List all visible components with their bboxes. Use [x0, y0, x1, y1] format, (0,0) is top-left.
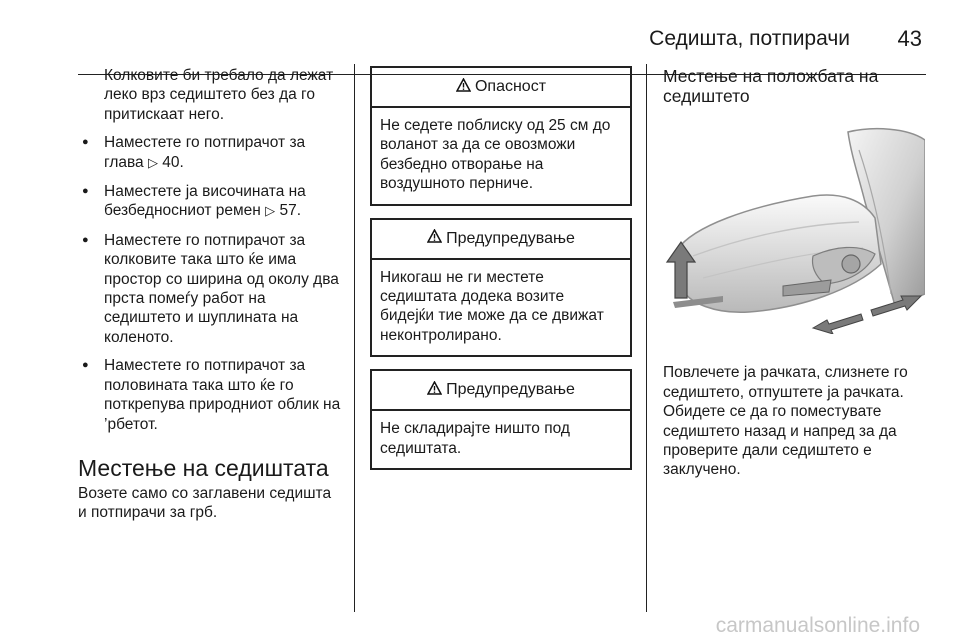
subsection-heading: Местење на положбата на седиштето: [663, 66, 879, 106]
warning-box: [370, 369, 632, 470]
danger-box-title: Опасност: [474, 78, 547, 95]
seat-adjustment-illustration: [663, 126, 925, 334]
arrow-right-icon: ▷: [147, 155, 158, 171]
list-item: [78, 133, 344, 173]
warning-box-title: Предупредување: [446, 381, 575, 399]
list-item-text: Наместете ја височината на безбедносниот ремен: [104, 183, 306, 220]
left-column: [78, 66, 344, 523]
warning-triangle-icon: [456, 78, 471, 97]
warning-box-header: [372, 371, 630, 411]
danger-box-text: Не седете поблиску од 25 см до воланот за да се овозможи безбедно отворање на воздушното перниче.: [380, 117, 611, 193]
continuation-text: Колковите би требало да лежат леко врз седиштето без да го притискаат него.: [104, 67, 334, 123]
danger-box-header: [372, 68, 630, 108]
warning-box-text: Никогаш не ги местете седиштата додека возите бидејќи тие може да се движат неконтролирано.: [380, 268, 604, 344]
warning-box-title: Предупредување: [446, 229, 575, 247]
page-header: [0, 24, 960, 54]
arrow-right-icon: ▷: [265, 204, 276, 220]
warning-triangle-icon: [427, 381, 442, 400]
warning-box: [370, 218, 632, 358]
warning-box-header: [372, 220, 630, 260]
list-item: [78, 231, 344, 347]
list-item: [78, 182, 344, 222]
warning-box-text: Не складирајте ништо под седиштата.: [380, 420, 570, 457]
page-reference[interactable]: 40.: [162, 153, 184, 171]
page-title: Седишта, потпирачи: [649, 27, 850, 50]
section-text: Возете само со заглавени седишта и потпирачи за грб.: [78, 484, 332, 522]
danger-box: [370, 66, 632, 206]
right-column: [663, 66, 928, 480]
column-divider-right: [646, 64, 647, 612]
watermark: carmanualsonline.info: [715, 614, 920, 637]
list-item-text: Наместете го потпирачот за глава: [104, 134, 306, 171]
list-item-text: Наместете го потпирачот за колковите така што ќе има простор со ширина од околу два прста помеѓу работ на седиштето и шуплината на коленото.: [104, 231, 339, 346]
column-divider-left: [354, 64, 355, 612]
page-reference[interactable]: 57.: [279, 202, 302, 220]
list-item: [78, 356, 344, 434]
page-number: 43: [897, 26, 922, 51]
warning-triangle-icon: [427, 229, 442, 248]
middle-column: [370, 66, 632, 482]
section-title: Местење на седиштата: [78, 454, 329, 481]
list-item-text: Наместете го потпирачот за половината така што ќе го поткрепува природниот облик на ’рбетот.: [104, 357, 341, 433]
instruction-text: Повлечете ја рачката, слизнете го седиштето, отпуштете ја рачката. Обидете се да го поместувате седиштето назад и напред за да проверите дали седиштето е заклучено.: [663, 364, 908, 479]
